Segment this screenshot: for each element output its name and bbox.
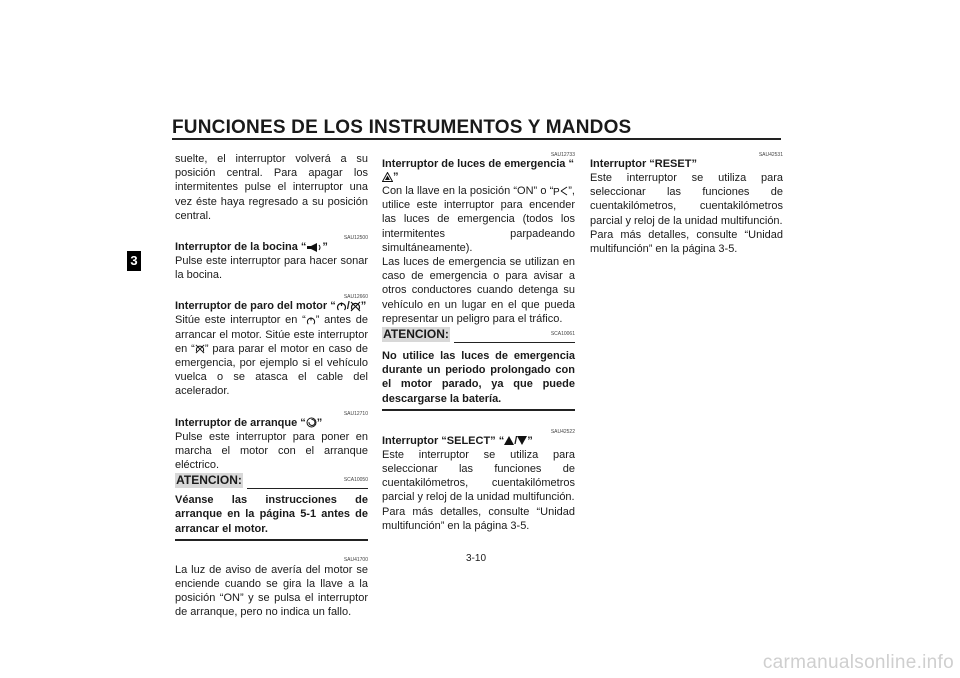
horn-heading: Interruptor de la bocina “ ” (175, 241, 328, 254)
select-heading: Interruptor “SELECT” “ / ” (382, 434, 533, 447)
engine-stop-icon (195, 344, 205, 354)
start-heading: Interruptor de arranque “ ” (175, 416, 323, 429)
engine-run-icon (336, 301, 347, 312)
hazard-icon (382, 172, 393, 182)
column-2 (382, 152, 575, 533)
attention-end-rule (175, 539, 368, 541)
engine-run-icon (306, 316, 316, 326)
section-code: SAU12500 (343, 235, 368, 242)
reset-heading: Interruptor “RESET” (590, 158, 697, 170)
warning-light-text: La luz de aviso de avería del motor se enciende cuando se gira la llave a la posición “ON” y se pulsa el interruptor de arranque, pero no indica un fallo. (175, 563, 368, 619)
attention-box (175, 473, 368, 491)
start-icon (306, 417, 317, 428)
intro-paragraph: suelte, el interruptor volverá a su posición central. Para apagar los intermitentes pulse el interruptor una vez éste haya regresado a su posición central. (175, 153, 368, 222)
reset-text-1: Este interruptor se utiliza para seleccionar las funciones de cuentakilómetros, cuentakilómetros parcial y reloj de la unidad multifunción. (590, 172, 783, 227)
horn-icon (306, 243, 322, 252)
section-code: SAU42531 (758, 152, 783, 158)
attention-text: Véanse las instrucciones de arranque en la página 5-1 antes de arrancar el motor. (175, 494, 368, 535)
attention-end-rule (382, 409, 575, 411)
page-title: FUNCIONES DE LOS INSTRUMENTOS Y MANDOS (172, 117, 632, 138)
triangle-down-icon (517, 436, 527, 445)
parking-icon (553, 186, 568, 196)
hazard-heading: Interruptor de luces de emergencia “” (382, 158, 574, 183)
title-rule (172, 138, 781, 140)
select-text-2: Para más detalles, consulte “Unidad multifunción” en la página 3-5. (382, 505, 575, 532)
engine-stop-icon (350, 301, 361, 312)
attention-text: No utilice las luces de emergencia durante un periodo prolongado con el motor parado, ya que puede descargarse la batería. (382, 350, 575, 405)
attention-badge: ATENCION: (383, 327, 449, 342)
section-code: SAU12710 (343, 410, 368, 417)
attention-rule (454, 342, 575, 343)
hazard-text-2: Las luces de emergencia se utilizan en caso de emergencia o para avisar a otros conductores cuando detenga su vehículo en un lugar en el que pueda representar un peligro para el tráfico. (382, 256, 575, 325)
engine-stop-heading: Interruptor de paro del motor “ / ” (175, 300, 367, 313)
attention-rule (247, 488, 368, 489)
hazard-text-1: Con la llave en la posición “ON” o “ P ”, utilice este interruptor para encender las luces de emergencia (todos los intermitentes parpadeando simultáneamente). (382, 185, 575, 254)
section-code: SCA10061 (550, 331, 575, 338)
triangle-up-icon (504, 436, 514, 445)
engine-stop-text: Sitúe este interruptor en “ ” antes de arrancar el motor. Sitúe este interruptor en “ ” para parar el motor en caso de emergencia, por ejemplo si el vehículo vuelca o se atasca el cable del acelerador. (175, 314, 369, 398)
attention-badge: ATENCION: (176, 473, 242, 488)
page-number: 3-10 (466, 553, 487, 564)
attention-box (382, 327, 575, 345)
start-text: Pulse este interruptor para poner en marcha el motor con el arranque eléctrico. (175, 430, 368, 472)
reset-text-2: Para más detalles, consulte “Unidad multifunción” en la página 3-5. (590, 228, 783, 256)
watermark: carmanualsonline.info (762, 652, 954, 673)
svg-text:P: P (553, 187, 560, 197)
select-text-1: Este interruptor se utiliza para seleccionar las funciones de cuentakilómetros, cuentakilómetros parcial y reloj de la unidad multifunción. (382, 448, 575, 504)
section-code: SAU12733 (550, 152, 575, 158)
section-code: SAU42522 (550, 428, 575, 435)
column-3 (590, 152, 783, 256)
section-code: SAU41700 (343, 556, 368, 563)
section-code: SAU12660 (343, 294, 368, 301)
chapter-tab: 3 (127, 251, 141, 271)
column-1 (175, 152, 368, 620)
horn-text: Pulse este interruptor para hacer sonar la bocina. (175, 255, 368, 282)
section-code: SCA10050 (343, 477, 368, 484)
